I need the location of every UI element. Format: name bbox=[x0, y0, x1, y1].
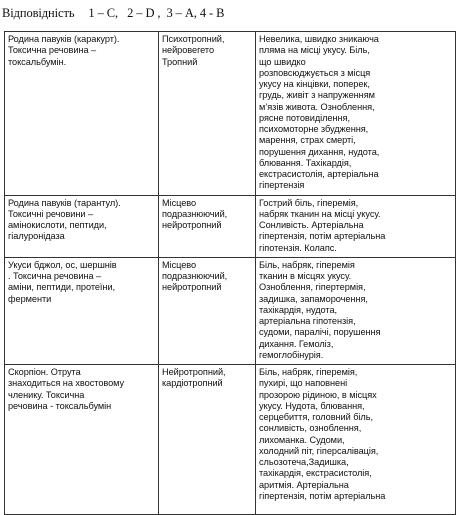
table-cell-symptoms bbox=[256, 257, 456, 364]
answer-value: 1 – С, 2 – D , 3 – А, 4 - В bbox=[88, 6, 225, 20]
table-row bbox=[5, 365, 456, 515]
table-cell-source bbox=[5, 365, 159, 515]
source-text: Родина павуків (каракурт). Токсична речовина – токсальбумін. bbox=[8, 34, 120, 67]
source-text: Укуси бджол, ос, шершнів . Токсична речовина – аміни, пептиди, протеїни, ферменти bbox=[8, 259, 117, 304]
table-row bbox=[5, 257, 456, 364]
source-text: Скорпіон. Отрута знаходиться на хвостовому членику. Токсична речовина - токсальбумін bbox=[8, 367, 125, 411]
table-cell-symptoms bbox=[256, 195, 456, 257]
table-cell-action bbox=[159, 32, 256, 196]
answer-label: Відповідність bbox=[2, 6, 75, 20]
symptoms-text: Гострий біль, гіперемія, набряк тканин на місці укусу. Сонливість. Артеріальна гіпертензія, потім артеріальна гіпотензія. Колапс. bbox=[259, 197, 386, 253]
table-cell-action bbox=[159, 365, 256, 515]
table-row bbox=[5, 195, 456, 257]
answer-line bbox=[2, 5, 224, 21]
table-cell-symptoms bbox=[256, 32, 456, 196]
table-cell-action bbox=[159, 257, 256, 364]
table-cell-source bbox=[5, 257, 159, 364]
action-text: Місцево подразнюючий, нейротропний bbox=[162, 197, 228, 230]
symptoms-text: Біль, набряк, гіперемія тканин в місцях укусу. Озноблення, гіпертермія, задишка, запаморочення, тахікардія, нудота, артеріальна гіпотензія, судоми, паралічі, порушення дихання. Гемоліз, гемоглобінурія. bbox=[259, 259, 381, 360]
action-text: Місцево подразнюючий, нейротропний bbox=[162, 259, 228, 293]
poison-table bbox=[4, 31, 456, 515]
symptoms-text: Невелика, швидко зникаюча пляма на місці укусу. Біль, що швидко розповсюджується з місця укусу на кінцівки, поперек, грудь, живіт з напруженням м’язів живота. Озноблення, рясне потовиділення, психомоторне збудження, марення, страх смерті, порушення дихання, нудота, блювання. Тахікардія, екстрасистолія, артеріальна гіпертензія bbox=[259, 34, 380, 191]
table-cell-action bbox=[159, 195, 256, 257]
source-text: Родина павуків (тарантул). Токсичні речовини – амінокислоти, пептиди, гіалуронідаза bbox=[8, 197, 121, 242]
table-cell-symptoms bbox=[256, 365, 456, 515]
table-cell-source bbox=[5, 195, 159, 257]
action-text: Психотропний, нейровегето Тропний bbox=[162, 34, 225, 67]
action-text: Нейротропний, кардіотропний bbox=[162, 367, 226, 389]
table-cell-source bbox=[5, 32, 159, 196]
table-row bbox=[5, 32, 456, 196]
symptoms-text: Біль, набряк, гіперемія, пухирі, що наповнені прозорою рідиною, в місцях укусу. Нудота, блювання, серцебиття, головний біль, сонливість, озноблення, лихоманка. Судоми, холодний піт, гіперсалівація, сльозотеча,Задишка, тахікардія, екстрасистолія, аритмія. Артеріальна гіпертензія, потім артеріальна bbox=[259, 367, 386, 501]
